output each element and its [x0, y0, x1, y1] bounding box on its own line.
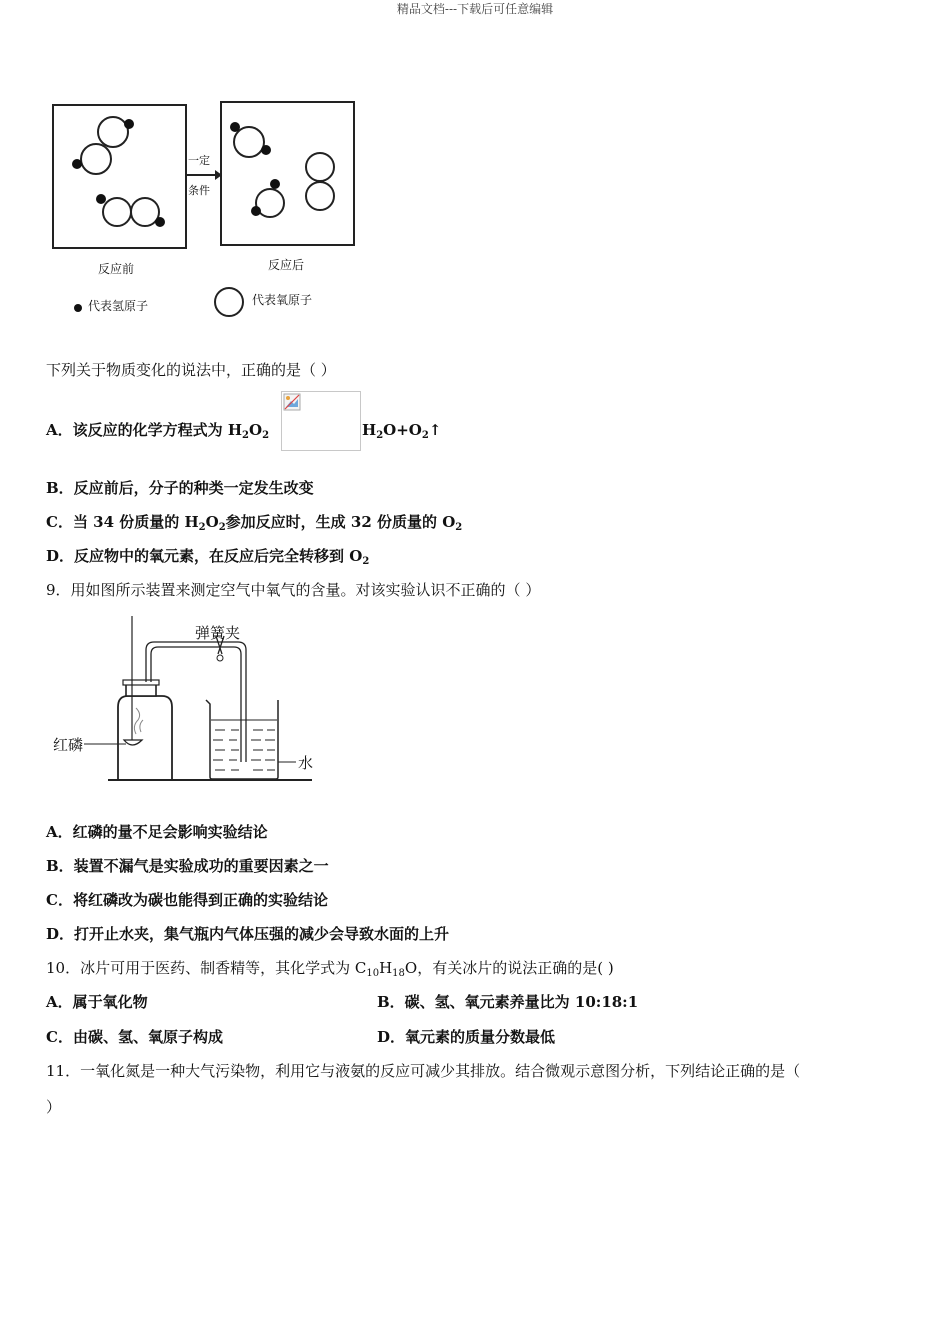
delivery-tube [146, 642, 246, 762]
broken-image-placeholder [281, 391, 361, 451]
combustion-spoon [124, 740, 142, 745]
after-caption: 反应后 [268, 258, 305, 272]
before-caption: 反应前 [98, 262, 135, 276]
gas-jar [118, 696, 172, 780]
arrow-label-top: 一定 [188, 154, 210, 167]
legend-circle-icon [215, 288, 243, 316]
after-box [221, 102, 354, 245]
q8-option-a-right: $H_2O+O_2↑$ [362, 421, 442, 441]
apparatus-diagram [50, 612, 330, 787]
q8-option-c: C．当 34 份质量的 $H_2O_2$参加反应时，生成 32 份质量的 $O_2$ [46, 513, 463, 533]
q9-stem: 9．用如图所示装置来测定空气中氧气的含量。对该实验认识不正确的（ ） [46, 581, 541, 599]
q11-stem-line2: ） [46, 1098, 62, 1116]
legend-dot-icon [74, 304, 82, 312]
legend-circle-label: 代表氧原子 [252, 293, 313, 307]
reaction-diagram [45, 95, 365, 325]
q8-option-a-left: A．该反应的化学方程式为 $H_2O_2$ [46, 421, 270, 441]
after-molecules [234, 127, 334, 217]
broken-image-icon [283, 393, 301, 411]
arrow-label-bottom: 条件 [188, 184, 210, 197]
q10-stem: 10．冰片可用于医药、制香精等，其化学式为 $C_{10}H_{18}O$，有关冰片的说法正确的是( ) [46, 959, 614, 979]
q9-option-d: D．打开止水夹，集气瓶内气体压强的减少会导致水面的上升 [46, 925, 450, 943]
q8-stem: 下列关于物质变化的说法中，正确的是（ ） [46, 361, 336, 379]
q10-option-c: C．由碳、氢、氧原子构成 [46, 1028, 223, 1046]
page-header: 精品文档---下载后可任意编辑 [396, 2, 554, 16]
q10-option-a: A．属于氧化物 [46, 993, 148, 1011]
q9-option-a: A．红磷的量不足会影响实验结论 [46, 823, 268, 841]
q9-option-c: C．将红磷改为碳也能得到正确的实验结论 [46, 891, 328, 909]
legend-dot-label: 代表氢原子 [88, 299, 149, 313]
q10-option-d: D．氧元素的质量分数最低 [377, 1028, 556, 1046]
water-label: 水 [298, 754, 314, 772]
q9-option-b: B．装置不漏气是实验成功的重要因素之一 [46, 857, 329, 875]
q8-option-b: B．反应前后，分子的种类一定发生改变 [46, 479, 314, 497]
q8-option-d: D．反应物中的氧元素，在反应后完全转移到 $O_2$ [46, 547, 370, 567]
q10-option-b: B．碳、氢、氧元素养量比为 10:18:1 [377, 993, 639, 1011]
water-surface [211, 720, 277, 770]
clamp-label: 弹簧夹 [195, 624, 241, 642]
phosphorus-label: 红磷 [53, 736, 84, 754]
q11-stem-line1: 11．一氧化氮是一种大气污染物，利用它与液氨的反应可减少其排放。结合微观示意图分析，下列结论正确的是（ [46, 1062, 801, 1080]
before-molecules [81, 117, 159, 226]
